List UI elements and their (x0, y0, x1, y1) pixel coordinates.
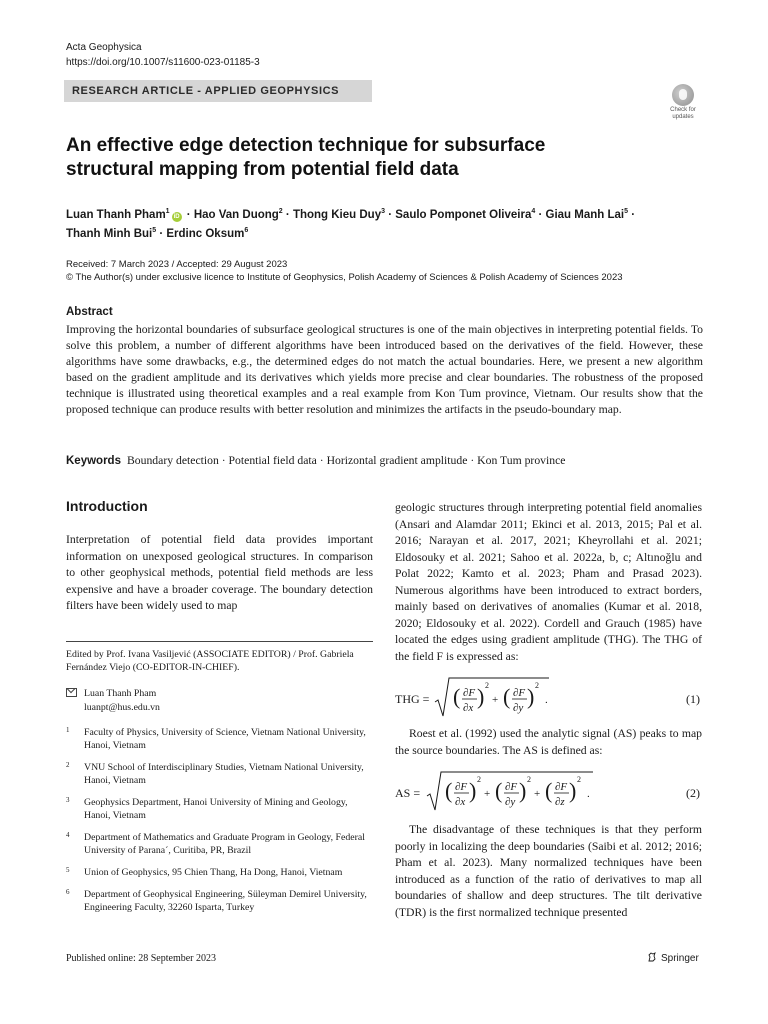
affiliation-item (66, 888, 373, 914)
svg-text:(: ( (495, 778, 503, 803)
author[interactable]: Erdinc Oksum (166, 227, 245, 240)
svg-text:): ) (519, 778, 527, 803)
affiliation-text: Department of Mathematics and Graduate Program in Geology, Federal University of Parana´, Curitiba, PR, Brazil (84, 832, 365, 856)
affiliation-text: Faculty of Physics, University of Science, Vietnam National University, Hanoi, Vietnam (84, 727, 366, 751)
introduction-right-text: geologic structures through interpreting potential field anomalies (Ansari and Alamdar 2011; Ekinci et al. 2013, 2015; Pal et al. 2016; Narayan et al. 2017, 2021; Kheyrollahi et al. 2021; Eldosouky et al. 2021; Sahoo et al. 2022a, b, c; Altınoğlu and Polat 2022; Kamto et al. 2023; Pham and Prasad 2023). Numerous algorithms have been introduced to extract borders, mainly based on derivatives of anomalies (Kumar et al. 2018, 2020; Eldosouky et al. 2022). Cordell and Grauch (1985) have located the edges using gradient amplitude (THG). The THG of the field F is expressed as: (395, 501, 702, 663)
svg-text:2: 2 (477, 775, 481, 784)
paper-title: An effective edge detection technique for subsurface structural mapping from potential field data (66, 135, 546, 180)
equation-2-formula (419, 768, 629, 816)
svg-text:(: ( (503, 684, 511, 709)
affiliation-number: 6 (66, 888, 70, 896)
equation-2 (395, 768, 702, 816)
affiliation-number: 3 (66, 796, 70, 804)
equation-2-lhs: AS = (395, 786, 421, 800)
svg-text:): ) (569, 778, 577, 803)
affiliation-number: 5 (66, 866, 70, 874)
svg-text:∂y: ∂y (505, 796, 516, 808)
article-dates (66, 258, 686, 284)
svg-text:∂x: ∂x (455, 796, 466, 808)
svg-text:): ) (469, 778, 477, 803)
svg-text:∂F: ∂F (555, 781, 568, 793)
corresponding-author (66, 687, 373, 715)
author-list: Luan Thanh Pham$^1$iD · Hao Van Duong$^2$ · Thong Kieu Duy$^3$ · Saulo Pomponet Oliveira$^4$ · Giau Manh Lai$^5$ · Thanh Minh Bui$^5$ · Erdinc Oksum$^6$ (66, 208, 636, 240)
publisher-logo[interactable] (647, 952, 699, 964)
author[interactable]: Saulo Pomponet Oliveira (395, 208, 532, 221)
affiliation-item (66, 726, 373, 752)
introduction-heading: Introduction (66, 498, 148, 514)
svg-text:(: ( (445, 778, 453, 803)
article-type-bar: RESEARCH ARTICLE - APPLIED GEOPHYSICS (64, 80, 372, 102)
journal-name: Acta Geophysica (66, 42, 142, 53)
author[interactable]: Giau Manh Lai (545, 208, 625, 221)
svg-text:2: 2 (527, 775, 531, 784)
svg-text:): ) (527, 684, 535, 709)
equation-1-lhs: THG = (395, 692, 430, 706)
affiliation-text: VNU School of Interdisciplinary Studies, Vietnam National University, Hanoi, Vietnam (84, 762, 364, 786)
svg-text:2: 2 (577, 775, 581, 784)
check-for-updates-badge[interactable] (664, 84, 702, 122)
check-badge-line1: Check for (670, 107, 696, 113)
affiliations-list (66, 726, 373, 923)
introduction-left-text: Interpretation of potential field data provides important information on unexposed geological structures. In comparison to other geophysical methods, potential field methods are less expensive and have a broader coverage. The boundary detection filters have been widely used to map (66, 533, 373, 612)
equation-2-number: (2) (686, 786, 700, 800)
envelope-icon (66, 688, 77, 697)
author[interactable]: Hao Van Duong (193, 208, 279, 221)
affiliation-item (66, 796, 373, 822)
equation-1 (395, 674, 702, 722)
author-affil-sup: 5 (152, 226, 157, 234)
affiliation-item (66, 866, 373, 879)
affiliation-number: 1 (66, 726, 70, 734)
affiliation-item (66, 761, 373, 787)
affiliation-number: 4 (66, 831, 70, 839)
svg-text:.: . (587, 788, 590, 800)
author-affil-sup: 6 (244, 226, 249, 234)
corresponding-email[interactable]: luanpt@hus.edu.vn (84, 702, 160, 713)
author-affil-sup: 4 (531, 208, 536, 215)
svg-text:(: ( (545, 778, 553, 803)
author-affil-sup: 5 (624, 208, 629, 215)
published-online: Published online: 28 September 2023 (66, 953, 216, 964)
doi-link[interactable]: https://doi.org/10.1007/s11600-023-01185-3 (66, 57, 260, 68)
keywords-heading: Keywords (66, 455, 121, 467)
keywords-line (66, 454, 703, 467)
svg-text:): ) (477, 684, 485, 709)
affiliation-item (66, 831, 373, 857)
svg-text:∂y: ∂y (513, 702, 524, 714)
svg-text:+: + (492, 694, 499, 706)
keywords-text: Boundary detection · Potential field data · Horizontal gradient amplitude · Kon Tum province (126, 454, 566, 467)
footnote-divider (66, 641, 373, 642)
abstract-text: Improving the horizontal boundaries of subsurface geological structures is one of the main objectives in interpreting potential fields. To solve this problem, a number of different algorithms have been introduced based on the derivatives of the field. However, these algorithms have some drawbacks, e.g., the determined edges do not match the actual boundaries. Here, we present a new algorithm based on the gradient amplitude and its derivatives which yields more precise and clear boundaries. The robustness of the proposed technique is illustrated using theoretical examples and a real example from Kon Tum province, Vietnam. Our results show that the proposed technique can produce results with better resolution and minimizes the artifacts in the pseudo-boundary map. (66, 323, 703, 416)
equation-1-formula (419, 674, 579, 722)
affiliation-text: Union of Geophysics, 95 Chien Thang, Ha Dong, Hanoi, Vietnam (84, 867, 343, 878)
check-for-updates-icon (672, 84, 694, 106)
svg-text:+: + (534, 788, 541, 800)
svg-text:∂F: ∂F (463, 687, 476, 699)
corresponding-name: Luan Thanh Pham (84, 688, 157, 699)
check-badge-line2: updates (672, 114, 694, 120)
affiliation-number: 2 (66, 761, 70, 769)
svg-text:2: 2 (535, 681, 539, 690)
edited-by-note: Edited by Prof. Ivana Vasiljević (ASSOCIATE EDITOR) / Prof. Gabriela Fernández Viejo (CO-EDITOR-IN-CHIEF). (66, 649, 354, 673)
author[interactable]: Thong Kieu Duy (292, 208, 382, 221)
abstract-heading: Abstract (66, 306, 113, 318)
author[interactable]: Thanh Minh Bui (66, 227, 153, 240)
orcid-icon[interactable]: iD (173, 213, 180, 220)
springer-horse-icon (647, 952, 657, 962)
svg-text:∂x: ∂x (463, 702, 474, 714)
svg-text:∂F: ∂F (513, 687, 526, 699)
equation-1-number: (1) (686, 692, 700, 706)
journal-header (66, 40, 260, 70)
author-affil-sup: 1 (165, 208, 170, 215)
author-affil-sup: 2 (278, 208, 283, 215)
affiliation-text: Geophysics Department, Hanoi University of Mining and Geology, Hanoi, Vietnam (84, 797, 348, 821)
copyright-line: © The Author(s) under exclusive licence to Institute of Geophysics, Polish Academy of Sciences & Polish Academy of Sciences 2023 (66, 272, 623, 283)
svg-text:∂F: ∂F (505, 781, 518, 793)
svg-text:.: . (545, 694, 548, 706)
received-accepted: Received: 7 March 2023 / Accepted: 29 August 2023 (66, 259, 288, 270)
svg-text:∂z: ∂z (555, 796, 565, 808)
introduction-right-para3: The disadvantage of these techniques is that they perform poorly in localizing the deep boundaries (Saibi et al. 2012; 2016; Pham et al. 2023). Many normalized techniques have been introduced as a function of the ratio of derivatives to map all boundaries of shallow and deep structures. The tilt derivative (TDR) is the first normalized technique presented (395, 823, 702, 919)
affiliation-text: Department of Geophysical Engineering, Süleyman Demirel University, Engineering Faculty, 32260 Isparta, Turkey (84, 889, 367, 913)
author-affil-sup: 3 (381, 208, 386, 215)
svg-text:+: + (484, 788, 491, 800)
publisher-name: Springer (661, 953, 699, 964)
svg-text:(: ( (453, 684, 461, 709)
svg-text:∂F: ∂F (455, 781, 468, 793)
author[interactable]: Luan Thanh Pham (66, 208, 166, 221)
svg-text:2: 2 (485, 681, 489, 690)
introduction-right-para2: Roest et al. (1992) used the analytic signal (AS) peaks to map the source boundaries. The AS is defined as: (395, 727, 702, 757)
